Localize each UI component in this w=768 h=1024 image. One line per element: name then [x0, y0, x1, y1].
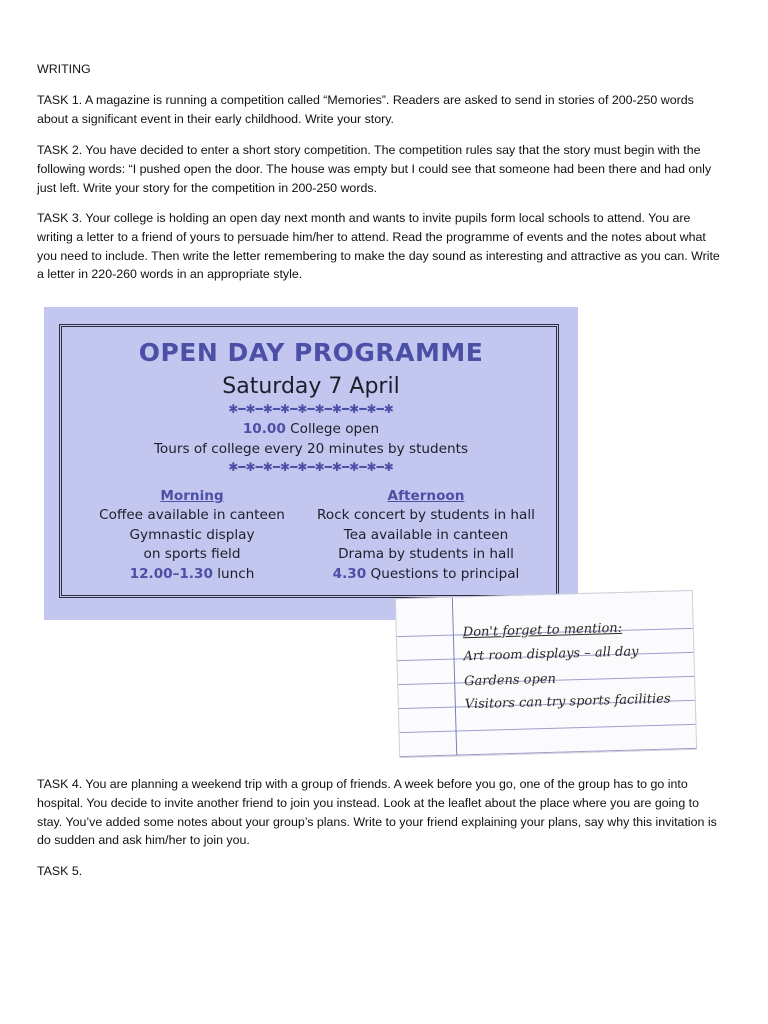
open-time: 10.00: [242, 421, 286, 437]
college-open-line: [44, 421, 578, 437]
lunch-line: [72, 565, 312, 584]
morning-column: [72, 487, 312, 584]
task-4-text: TASK 4. You are planning a weekend trip with a group of friends. A week before you go, one of the group has to go into hospital. You decide to invite another friend to join you instead. Look at the leaflet about the place where you are going to stay. You’ve added some notes about your group’s plans. Write to your friend explaining your plans, say why this invitation is do sudden and ask him/her to join you.: [37, 777, 717, 848]
afternoon-item: Drama by students in hall: [338, 546, 514, 563]
morning-item: Coffee available in canteen: [99, 507, 285, 524]
star-divider-bottom: ✱━✱━✱━✱━✱━✱━✱━✱━✱━✱: [228, 460, 394, 474]
task-1-text: TASK 1. A magazine is running a competition called “Memories”. Readers are asked to send in stories of 200-250 words about a significant event in their early childhood. Write your story.: [37, 93, 694, 126]
tours-line: Tours of college every 20 minutes by students: [153, 441, 469, 457]
notes-heading: Don't forget to mention:: [462, 620, 623, 641]
star-divider-top: ✱━✱━✱━✱━✱━✱━✱━✱━✱━✱: [228, 402, 394, 416]
note-item: Art room displays – all day: [463, 644, 639, 665]
lunch-text: lunch: [212, 565, 255, 582]
note-item: Visitors can try sports facilities: [464, 691, 671, 713]
section-heading: WRITING: [37, 62, 91, 76]
questions-time: 4.30: [332, 565, 367, 582]
afternoon-item: Rock concert by students in hall: [317, 507, 535, 524]
afternoon-heading: Afternoon: [387, 488, 465, 504]
lunch-time: 12.00–1.30: [129, 565, 213, 582]
morning-item: on sports field: [143, 546, 241, 563]
programme-date: Saturday 7 April: [222, 374, 400, 399]
morning-heading: Morning: [160, 488, 224, 504]
note-item: Gardens open: [463, 671, 557, 690]
questions-line: [306, 565, 546, 584]
task-2-text: TASK 2. You have decided to enter a short story competition. The competition rules say that the story must begin with the following words: “I pushed open the door. The house was empty but I could see that someone had been there and had only just left. Write your story for the competition in 200-250 words.: [37, 143, 712, 195]
afternoon-item: Tea available in canteen: [343, 526, 509, 543]
questions-text: Questions to principal: [366, 565, 520, 582]
afternoon-column: [306, 487, 546, 584]
task-5-text: TASK 5.: [37, 864, 83, 878]
note-margin-line: [452, 598, 457, 756]
task-3-text: TASK 3. Your college is holding an open day next month and wants to invite pupils form local schools to attend. You are writing a letter to a friend of yours to persuade him/her to attend. Read the programme of events and the notes about what you need to include. Then write the letter remembering to make the day sound as interesting and attractive as you can. Write a letter in 220-260 words in an appropriate style.: [37, 211, 720, 282]
programme-title: OPEN DAY PROGRAMME: [138, 338, 484, 367]
morning-item: Gymnastic display: [129, 526, 255, 543]
open-day-programme-card: [44, 307, 578, 620]
handwritten-notes: [396, 591, 696, 757]
open-text: College open: [285, 421, 380, 437]
